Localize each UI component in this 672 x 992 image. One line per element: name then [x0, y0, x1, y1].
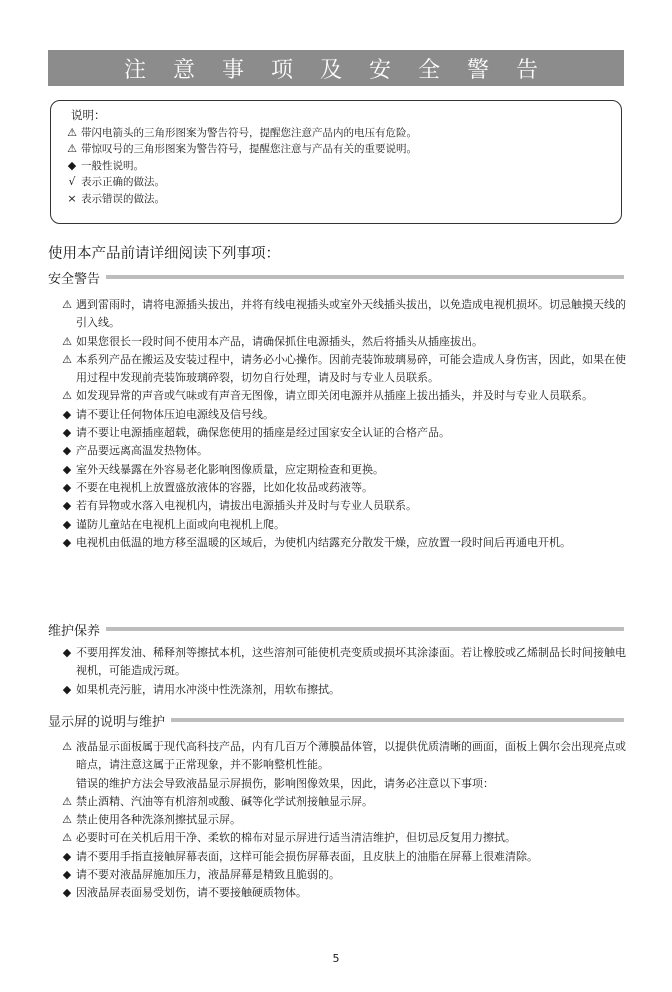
list-item	[58, 516, 628, 534]
list-item	[58, 534, 628, 552]
list-item-text: 谨防儿童站在电视机上面或向电视机上爬。	[76, 517, 285, 531]
list-item-text: 室外天线暴露在外容易老化影响图像质量，应定期检查和更换。	[76, 462, 384, 476]
list-item-text: 禁止使用各种洗涤剂擦拭显示屏。	[76, 813, 241, 827]
list-item-text: 禁止酒精、汽油等有机溶剂或酸、碱等化学试剂接触显示屏。	[76, 794, 373, 808]
check-mark-icon: √	[68, 175, 76, 188]
list-item	[58, 296, 628, 333]
diamond-bullet-icon: ◆	[62, 646, 72, 659]
diamond-bullet-icon: ◆	[62, 444, 72, 458]
diamond-bullet-icon: ◆	[62, 535, 72, 549]
list-item-text: 不要用挥发油、稀释剂等擦拭本机，这些溶剂可能使机壳变质或损坏其涂漆面。若让橡胶或乙烯制品长时间接触电视机，可能造成污斑。	[76, 646, 626, 678]
page-number: 5	[332, 952, 340, 965]
list-item-text: 请不要用手指直接触屏幕表面，这样可能会损伤屏幕表面，且皮肤上的油脂在屏幕上很难清除。	[76, 849, 538, 863]
list-item-text: 不要在电视机上放置盛放液体的容器，比如化妆品或药液等。	[76, 480, 373, 494]
list-item	[58, 351, 628, 388]
diamond-bullet-icon: ◆	[62, 462, 72, 476]
section-title: 显示屏的说明与维护	[48, 714, 166, 730]
cross-mark-icon: ×	[67, 191, 77, 205]
legend-item	[63, 191, 621, 208]
warning-triangle-icon: ⚠	[67, 142, 77, 155]
warning-triangle-icon: ⚠	[62, 334, 72, 348]
list-item	[58, 866, 628, 884]
warning-triangle-icon: ⚠	[67, 125, 77, 139]
list-item	[58, 848, 628, 866]
legend-item-text: 表示错误的做法。	[81, 192, 165, 205]
diamond-bullet-icon: ◆	[62, 517, 72, 531]
list-item	[58, 442, 628, 460]
section-list-safety	[58, 296, 628, 552]
list-item-text: 若有异物或水落入电视机内，请拔出电源插头并及时与专业人员联系。	[76, 499, 417, 513]
warning-triangle-icon: ⚠	[62, 794, 72, 808]
legend-item	[63, 158, 621, 175]
list-item-text: 液晶显示面板属于现代高科技产品，内有几百万个薄膜晶体管，以提供优质清晰的画面，面板上偶尔会出现亮点或暗点，请注意这属于正常现象，并不影响整机性能。	[76, 740, 626, 772]
list-item	[58, 406, 628, 424]
list-item-text: 如果机壳污脏，请用水冲淡中性洗涤剂，用软布擦拭。	[76, 682, 340, 696]
list-item	[58, 811, 628, 829]
section-title: 维护保养	[48, 623, 101, 639]
diamond-bullet-icon: ◆	[62, 868, 72, 882]
no-symbol	[58, 775, 76, 793]
page-title-banner	[48, 50, 624, 86]
section-rule	[106, 275, 624, 279]
list-item	[58, 644, 628, 681]
list-item-text: 如果您很长一段时间不使用本产品，请确保抓住电源插头，然后将插头从插座拔出。	[76, 334, 483, 348]
list-item	[58, 424, 628, 442]
diamond-bullet-icon: ◆	[62, 886, 72, 900]
list-item	[58, 479, 628, 497]
list-item	[58, 884, 628, 902]
diamond-bullet-icon: ◆	[67, 158, 77, 172]
legend-box	[50, 100, 622, 224]
list-item	[58, 497, 628, 515]
page-title: 注 意 事 项 及 安 全 警 告	[124, 57, 548, 83]
list-item	[58, 793, 628, 811]
warning-triangle-icon: ⚠	[62, 298, 72, 311]
section-rule	[106, 627, 624, 631]
diamond-bullet-icon: ◆	[62, 499, 72, 513]
section-rule	[171, 718, 624, 722]
section-title: 安全警告	[48, 271, 101, 287]
warning-triangle-icon: ⚠	[62, 813, 72, 827]
list-item	[58, 829, 628, 847]
legend-item	[63, 141, 621, 158]
warning-triangle-icon: ⚠	[62, 831, 72, 845]
list-item	[58, 461, 628, 479]
section-list-display	[58, 738, 628, 903]
legend-item-text: 带惊叹号的三角形图案为警告符号，提醒您注意与产品有关的重要说明。	[81, 143, 417, 155]
section-list-maintenance	[58, 644, 628, 699]
diamond-bullet-icon: ◆	[62, 407, 72, 421]
warning-triangle-icon: ⚠	[62, 740, 72, 753]
legend-item-text: 带闪电箭头的三角形图案为警告符号，提醒您注意产品内的电压有危险。	[81, 126, 417, 139]
diamond-bullet-icon: ◆	[62, 426, 72, 440]
intro-heading: 使用本产品前请详细阅读下列事项：	[48, 246, 280, 262]
legend-item-text: 一般性说明。	[81, 159, 144, 172]
list-item	[58, 775, 628, 793]
legend-title: 说明：	[71, 108, 106, 122]
list-item	[58, 333, 628, 351]
list-item-text: 错误的维护方法会导致液晶显示屏损伤，影响图像效果，因此，请务必注意以下事项：	[76, 776, 494, 790]
list-item-text: 必要时可在关机后用干净、柔软的棉布对显示屏进行适当清洁维护，但切忌反复用力擦拭。	[76, 831, 516, 845]
list-item	[58, 387, 628, 405]
list-item-text: 因液晶屏表面易受划伤，请不要接触硬质物体。	[76, 886, 307, 900]
list-item-text: 如发现异常的声音或气味或有声音无图像，请立即关闭电源并从插座上拔出插头，并及时与专业人员联系。	[76, 389, 593, 403]
section-header-display	[48, 711, 624, 729]
list-item-text: 请不要让电源插座超载，确保您使用的插座是经过国家安全认证的合格产品。	[76, 426, 450, 440]
legend-item	[63, 174, 621, 191]
legend-item	[63, 125, 621, 142]
warning-triangle-icon: ⚠	[62, 389, 72, 403]
diamond-bullet-icon: ◆	[62, 682, 72, 696]
legend-item-text: 表示正确的做法。	[81, 176, 165, 188]
section-header-safety	[48, 268, 624, 286]
list-item-text: 电视机由低温的地方移至温暖的区域后，为使机内结露充分散发干燥，应放置一段时间后再通电开机。	[76, 535, 571, 549]
list-item-text: 请不要对液晶屏施加压力，液晶屏幕是精致且脆弱的。	[76, 868, 340, 882]
list-item-text: 产品要远离高温发热物体。	[76, 444, 208, 458]
diamond-bullet-icon: ◆	[62, 480, 72, 494]
list-item	[58, 738, 628, 775]
list-item	[58, 681, 628, 699]
list-item-text: 本系列产品在搬运及安装过程中，请务必小心操作。因前壳装饰玻璃易碎，可能会造成人身伤害，因此，如果在使用过程中发现前壳装饰玻璃碎裂，切勿自行处理，请及时与专业人员联系。	[76, 352, 626, 385]
warning-triangle-icon: ⚠	[62, 352, 72, 366]
list-item-text: 请不要让任何物体压迫电源线及信号线。	[76, 407, 274, 421]
section-header-maintenance	[48, 620, 624, 638]
list-item-text: 遇到雷雨时，请将电源插头拔出，并将有线电视插头或室外天线插头拔出，以免造成电视机损坏。切忌触摸天线的引入线。	[76, 298, 626, 330]
diamond-bullet-icon: ◆	[62, 849, 72, 863]
